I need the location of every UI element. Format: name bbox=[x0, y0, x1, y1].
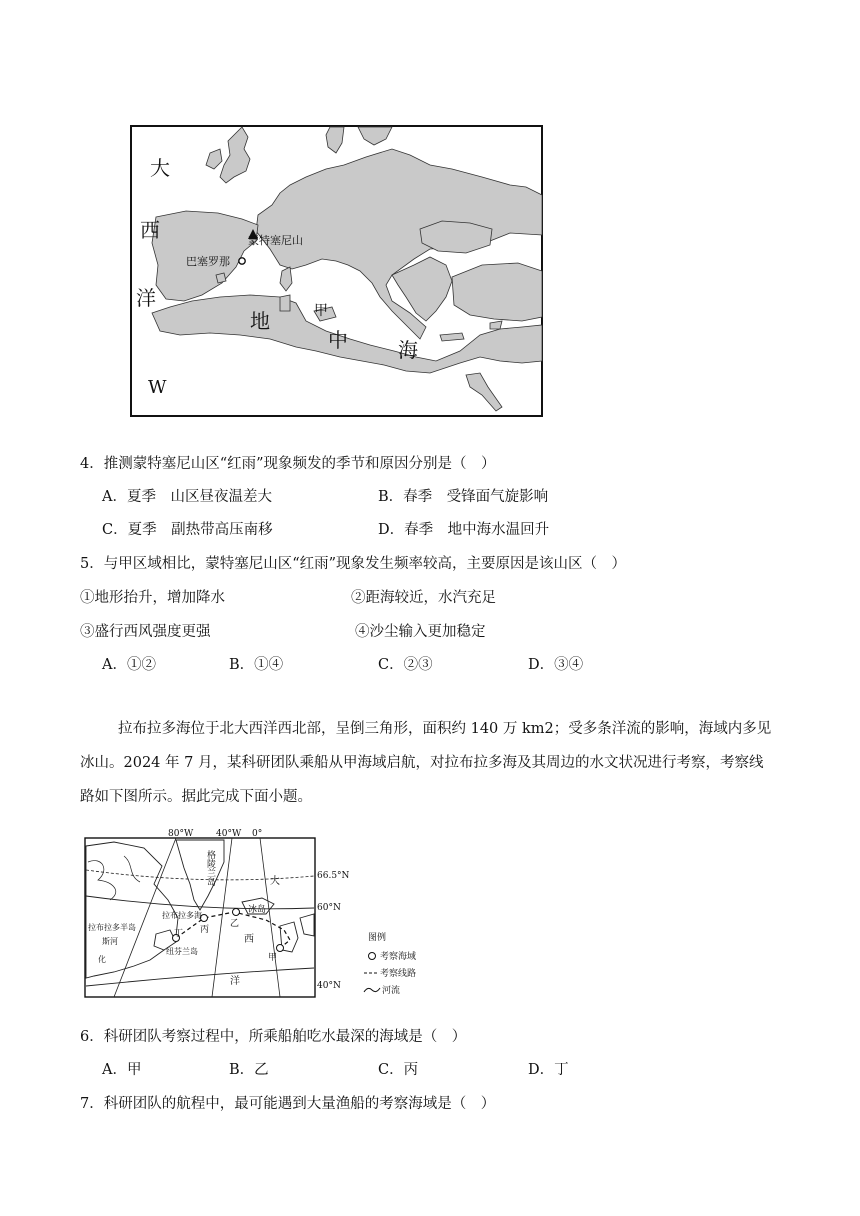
legend-route-label: 考察线路 bbox=[380, 969, 417, 979]
atlantic-label-yang: 洋 bbox=[136, 286, 156, 310]
labrador-peninsula-label: 拉布拉多半岛 bbox=[88, 923, 136, 932]
legend-river-icon bbox=[364, 988, 380, 992]
labrador-sea-map bbox=[84, 826, 434, 1002]
q4-option-a[interactable]: A．夏季 山区昼夜温差大 bbox=[102, 489, 272, 505]
barcelona-label: 巴塞罗那 bbox=[186, 255, 230, 268]
q4-stem: 4．推测蒙特塞尼山区“红雨”现象频发的季节和原因分别是（ ） bbox=[80, 456, 496, 472]
q6-option-d[interactable]: D．丁 bbox=[528, 1062, 569, 1078]
mediterranean-map bbox=[130, 125, 544, 418]
ocean-label-xi: 西 bbox=[244, 934, 254, 945]
med-label-hai: 海 bbox=[398, 338, 418, 362]
lat-60n-label: 60°N bbox=[317, 903, 341, 913]
labrador-sea-label: 拉布拉多海 bbox=[162, 911, 202, 920]
q5-statement-3: ③盛行西风强度更强 bbox=[80, 624, 211, 640]
legend-title: 图例 bbox=[368, 933, 387, 943]
lat-40n-label: 40°N bbox=[317, 981, 341, 991]
lon-w-label: W bbox=[148, 377, 167, 398]
lon-40w-label: 40°W bbox=[216, 829, 242, 839]
lon-80w-label: 80°W bbox=[168, 829, 194, 839]
hua-label: 化 bbox=[98, 955, 106, 964]
q6-option-a[interactable]: A．甲 bbox=[102, 1062, 142, 1078]
q4-option-c[interactable]: C．夏季 副热带高压南移 bbox=[102, 522, 273, 538]
med-label-di: 地 bbox=[250, 309, 270, 333]
q5-statement-2: ②距海较近，水汽充足 bbox=[351, 590, 496, 606]
iceland-label: 冰岛 bbox=[248, 905, 267, 915]
atlantic-label-da: 大 bbox=[150, 156, 170, 180]
q4-option-d[interactable]: D．春季 地中海水温回升 bbox=[378, 522, 550, 538]
lat-665n-label: 66.5°N bbox=[317, 871, 350, 881]
atlantic-label-xi: 西 bbox=[140, 218, 160, 242]
lon-0-label: 0° bbox=[252, 829, 263, 839]
legend-river-label: 河流 bbox=[382, 986, 401, 996]
station-yi-label: 乙 bbox=[230, 919, 240, 929]
ocean-label-da: 大 bbox=[270, 876, 280, 887]
med-label-zhong: 中 bbox=[328, 328, 348, 352]
q7-stem: 7．科研团队的航程中，最可能遇到大量渔船的考察海域是（ ） bbox=[80, 1096, 496, 1112]
q5-option-b[interactable]: B．①④ bbox=[229, 657, 284, 673]
passage-line-1: 拉布拉多海位于北大西洋西北部，呈倒三角形，面积约 140 万 km2；受多条洋流的影响，海域内多见 bbox=[118, 721, 772, 737]
station-bing-label: 丙 bbox=[200, 925, 210, 935]
ocean-label-yang: 洋 bbox=[230, 976, 240, 987]
river-label: 斯河 bbox=[102, 937, 118, 946]
legend-station-icon bbox=[369, 953, 376, 960]
station-ding-label: 丁 bbox=[174, 929, 184, 939]
q6-option-b[interactable]: B．乙 bbox=[229, 1062, 269, 1078]
passage-line-2: 冰山。2024 年 7 月，某科研团队乘船从甲海域启航，对拉布拉多海及其周边的水文状况进行考察，考察线 bbox=[80, 755, 764, 771]
q5-option-a[interactable]: A．①② bbox=[102, 657, 156, 673]
q5-statement-4: ④沙尘输入更加稳定 bbox=[355, 624, 486, 640]
station-jia-label: 甲 bbox=[268, 953, 278, 963]
passage-line-3: 路如下图所示。据此完成下面小题。 bbox=[80, 789, 312, 805]
legend-station-label: 考察海域 bbox=[380, 952, 417, 962]
region-jia-label: 甲 bbox=[314, 303, 328, 319]
newfoundland-label: 纽芬兰岛 bbox=[166, 947, 198, 956]
q5-option-d[interactable]: D．③④ bbox=[528, 657, 584, 673]
q5-stem: 5．与甲区域相比，蒙特塞尼山区“红雨”现象发生频率较高，主要原因是该山区（ ） bbox=[80, 556, 627, 572]
montseny-label: 蒙特塞尼山 bbox=[248, 234, 303, 247]
greenland-label: 格陵兰岛 bbox=[205, 850, 215, 886]
q6-option-c[interactable]: C．丙 bbox=[378, 1062, 419, 1078]
q5-option-c[interactable]: C．②③ bbox=[378, 657, 433, 673]
q4-option-b[interactable]: B．春季 受锋面气旋影响 bbox=[378, 489, 549, 505]
q6-stem: 6．科研团队考察过程中，所乘船舶吃水最深的海域是（ ） bbox=[80, 1029, 467, 1045]
q5-statement-1: ①地形抬升，增加降水 bbox=[80, 590, 225, 606]
